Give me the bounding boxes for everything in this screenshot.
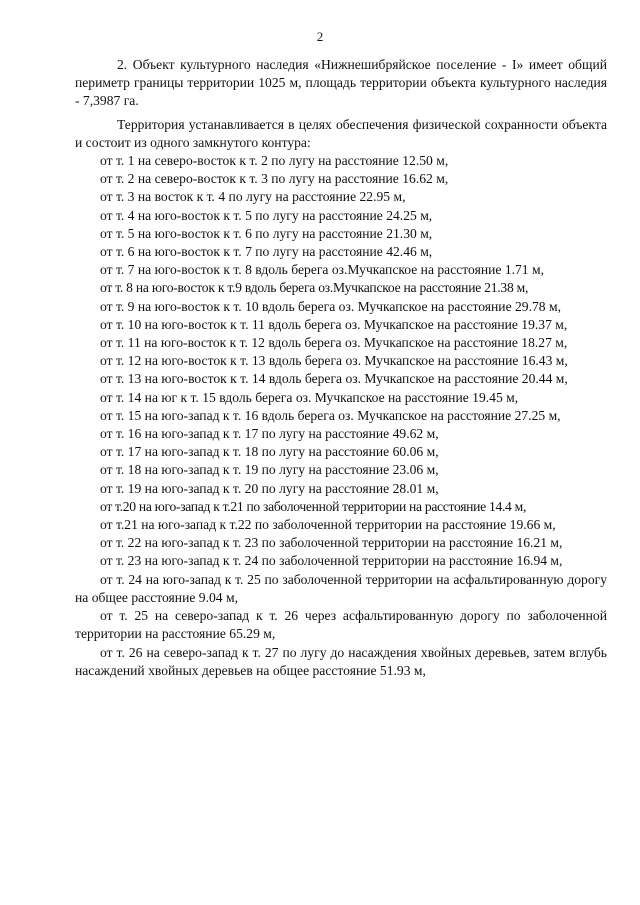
- segment-item: от т. 16 на юго-запад к т. 17 по лугу на расстояние 49.62 м,: [100, 426, 439, 442]
- segment-item: от т. 9 на юго-восток к т. 10 вдоль берега оз. Мучкапское на расстояние 29.78 м,: [100, 298, 561, 314]
- segment-item: от т. 8 на юго-восток к т.9 вдоль берега оз.Мучкапское на расстояние 21.38 м,: [100, 280, 529, 296]
- segment-item: от т. 22 на юго-запад к т. 23 по заболоченной территории на расстояние 16.21 м,: [100, 535, 563, 551]
- segment-item: от т. 7 на юго-восток к т. 8 вдоль берега оз.Мучкапское на расстояние 1.71 м,: [100, 262, 545, 278]
- segment-item: от т. 13 на юго-восток к т. 14 вдоль берега оз. Мучкапское на расстояние 20.44 м,: [100, 371, 568, 387]
- segment-item: от т. 19 на юго-запад к т. 20 по лугу на расстояние 28.01 м,: [100, 480, 439, 496]
- segment-item: от т. 2 на северо-восток к т. 3 по лугу на расстояние 16.62 м,: [100, 171, 449, 187]
- page-number: 2: [316, 29, 324, 44]
- intro-paragraph: 2. Объект культурного наследия «Нижнешибряйское поселение - I» имеет общий периметр границы территории 1025 м, площадь территории объекта культурного наследия - 7,3987 га.: [75, 57, 607, 109]
- segment-item: от т.20 на юго-запад к т.21 по заболоченной территории на расстояние 14.4 м,: [100, 498, 527, 514]
- segment-item: от т. 10 на юго-восток к т. 11 вдоль берега оз. Мучкапское на расстояние 19.37 м,: [100, 316, 568, 332]
- segment-item: от т. 5 на юго-восток к т. 6 по лугу на расстояние 21.30 м,: [100, 225, 433, 241]
- segment-item: от т. 15 на юго-запад к т. 16 вдоль берега оз. Мучкапское на расстояние 27.25 м,: [100, 407, 561, 423]
- segment-item: от т. 11 на юго-восток к т. 12 вдоль берега оз. Мучкапское на расстояние 18.27 м,: [100, 335, 568, 351]
- segment-item: от т. 17 на юго-запад к т. 18 по лугу на расстояние 60.06 м,: [100, 444, 439, 460]
- segment-item: от т. 25 на северо-запад к т. 26 через асфальтированную дорогу по заболоченной территории на расстояние 65.29 м,: [75, 608, 607, 642]
- segment-item: от т.21 на юго-запад к т.22 по заболоченной территории на расстояние 19.66 м,: [100, 517, 556, 533]
- segment-item: от т. 1 на северо-восток к т. 2 по лугу на расстояние 12.50 м,: [100, 153, 449, 169]
- segment-item: от т. 3 на восток к т. 4 по лугу на расстояние 22.95 м,: [100, 189, 406, 205]
- segment-item: от т. 14 на юг к т. 15 вдоль берега оз. Мучкапское на расстояние 19.45 м,: [100, 389, 519, 405]
- document-body: [75, 56, 607, 680]
- segment-item: от т. 12 на юго-восток к т. 13 вдоль берега оз. Мучкапское на расстояние 16.43 м,: [100, 353, 568, 369]
- segment-item: от т. 24 на юго-запад к т. 25 по заболоченной территории на асфальтированную дорогу на общее расстояние 9.04 м,: [75, 571, 607, 605]
- segment-item: от т. 4 на юго-восток к т. 5 по лугу на расстояние 24.25 м,: [100, 207, 433, 223]
- territory-paragraph: Территория устанавливается в целях обеспечения физической сохранности объекта и состоит из одного замкнутого контура:: [75, 116, 607, 150]
- segment-item: от т. 6 на юго-восток к т. 7 по лугу на расстояние 42.46 м,: [100, 244, 433, 260]
- segment-item: от т. 18 на юго-запад к т. 19 по лугу на расстояние 23.06 м,: [100, 462, 439, 478]
- segment-item: от т. 26 на северо-запад к т. 27 по лугу до насаждения хвойных деревьев, затем вглубь насаждений хвойных деревьев на общее расстояние 51.93 м,: [75, 644, 607, 678]
- segment-item: от т. 23 на юго-запад к т. 24 по заболоченной территории на расстояние 16.94 м,: [100, 553, 563, 569]
